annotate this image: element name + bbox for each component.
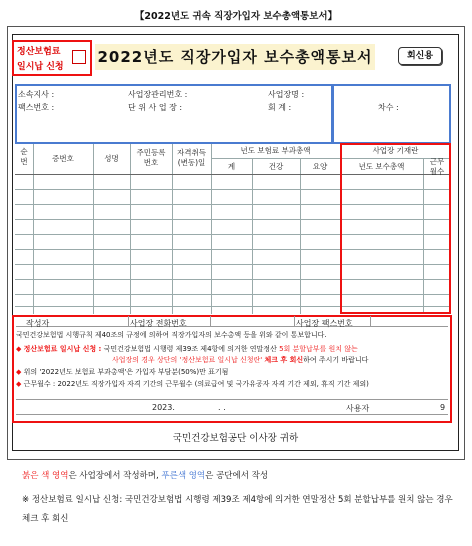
notice-main: 국민건강보험법 시행규칙 제40조의 규정에 의하여 직장가입자의 보수총액 등을 위와 같이 통보합니다. <box>16 331 327 339</box>
pilot-application-box <box>12 40 92 76</box>
renewal-badge: 회신용 <box>398 47 442 65</box>
group-premium: 년도 보험료 부과총액 <box>240 146 311 155</box>
pilot-checkbox[interactable] <box>72 50 86 64</box>
col-rrn: 주민등록 번호 <box>136 148 166 167</box>
branch-label: 소속지사 : <box>18 90 55 99</box>
agency-round-section <box>333 84 451 144</box>
col-care: 요양 <box>312 162 328 171</box>
round-label: 차수 : <box>378 103 399 112</box>
seal-mark: 9 <box>440 403 446 412</box>
phone-label: 사업장 전화번호 <box>130 319 187 328</box>
col-cert: 증번호 <box>52 154 74 163</box>
writer-label: 작성자 <box>26 319 50 328</box>
col-annual-pay: 년도 보수총액 <box>358 162 405 171</box>
business-type-label: 단 위 사 업 장 : <box>128 103 183 112</box>
issuer-line: 국민건강보험공단 이사장 귀하 <box>172 433 299 444</box>
workplace-entry-section <box>340 143 451 314</box>
group-workplace: 사업장 기재란 <box>372 146 419 155</box>
col-months: 근무 월수 <box>429 157 445 176</box>
bullet-1: ◆ <box>16 345 24 353</box>
form-title: 2022년도 직장가입자 보수총액통보서 <box>95 44 375 70</box>
pilot-label-line2: 일시납 신청 <box>17 62 64 72</box>
mgmt-no-label: 사업장관리번호 : <box>128 90 188 99</box>
date-year: 2023. <box>152 403 175 412</box>
col-name: 성명 <box>104 154 119 163</box>
notice-item-1-cont: 사업장의 경우 상단의 '정산보험료 일시납 신청란' 체크 후 회신하여 주시기 바랍니다 <box>112 356 369 364</box>
fax-footer-label: 사업장 팩스번호 <box>296 319 353 328</box>
pilot-note: ※ 정산보험료 일시납 신청: 국민건강보험법 시행령 제39조 제4항에 의거한 연말정산 5회 분할납부를 원치 않는 경우 체크 후 회신 <box>22 495 453 524</box>
pilot-label-line1: 정산보험료 <box>17 47 61 57</box>
notice-item-3: ◆ 근무월수 : 2022년도 직장가입자 자격 기간의 근무월수 (의료급여 및 국가유공자 자격 기간 제외, 휴직 기간 제외) <box>16 380 369 388</box>
notice-item-1: ◆ 정산보험료 일시납 신청 : 국민건강보험법 시행령 제39조 제4항에 의거한 연말정산 5회 분할납부를 원치 않는 <box>16 345 358 353</box>
pilot-label <box>17 45 64 75</box>
workplace-name-label: 사업장명 : <box>268 90 305 99</box>
col-qual-date: 자격취득 (변동)일 <box>177 148 206 167</box>
color-legend: 붉은 색 영역은 사업장에서 작성하며, 푸른색 영역은 공단에서 작성 <box>22 471 269 481</box>
col-health: 건강 <box>268 162 284 171</box>
date-dots: . . <box>218 403 226 412</box>
session-label: 회 계 : <box>268 103 292 112</box>
user-label: 사용자 <box>346 404 370 413</box>
fax-label: 팩스번호 : <box>18 103 55 112</box>
col-total: 계 <box>227 162 236 171</box>
notice-item-2: ◆ 위의 '2022년도 보험료 부과총액'은 가입자 부담분(50%)만 표기됨 <box>16 368 229 376</box>
col-seq: 순 번 <box>20 147 28 166</box>
page-heading: 【2022년도 귀속 직장가입자 보수총액통보서】 <box>134 11 338 22</box>
